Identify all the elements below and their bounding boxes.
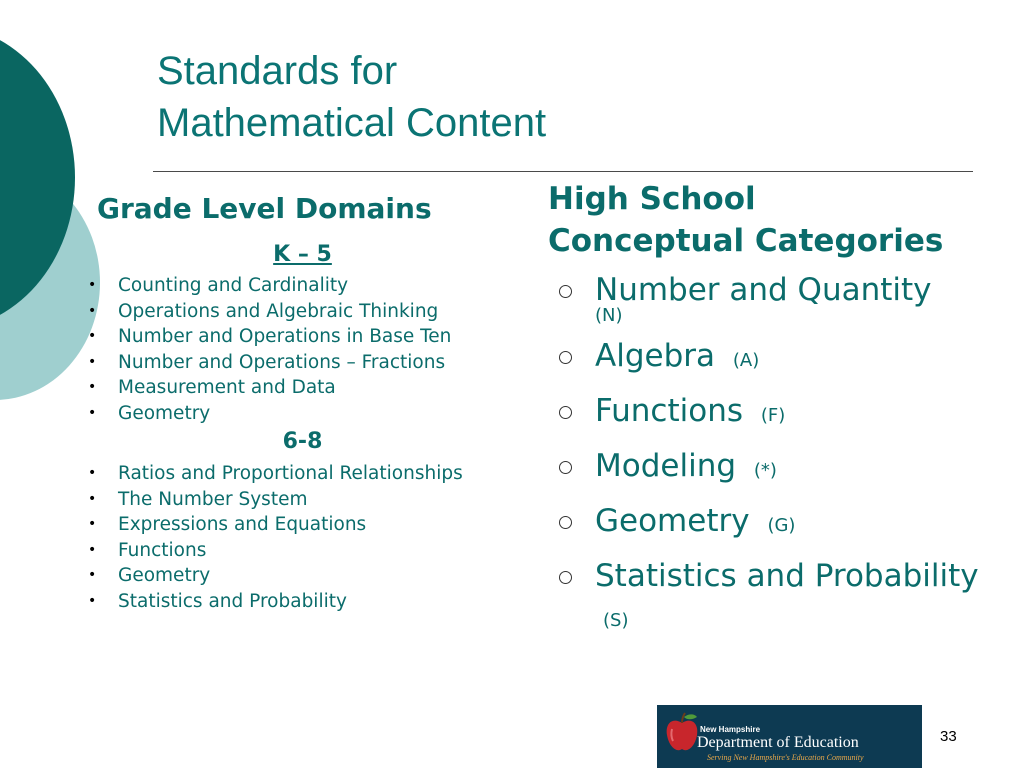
category-name: Number and Quantity [595,272,932,308]
g68-domain-list [88,461,463,615]
nh-department-of-education-logo [657,705,922,768]
list-item: • Expressions and Equations [88,512,463,538]
logo-state-text: New Hampshire [700,725,761,734]
category-item-number-and-quantity [555,270,995,326]
grade-level-domains-heading: Grade Level Domains [97,192,432,225]
category-item-statistics-and-probability [555,556,995,641]
list-item: • Ratios and Proportional Relationships [88,461,463,487]
category-code: (*) [753,460,777,481]
conceptual-category-list [555,270,995,651]
logo-tagline-text: Serving New Hampshire's Education Community [707,753,864,762]
logo-department-text: Department of Education [697,734,859,751]
grade-band-6-8-label: 6-8 [282,429,323,454]
list-item: • Measurement and Data [88,375,451,401]
title-divider [153,171,973,172]
slide-title-line-2: Mathematical Content [157,101,547,145]
high-school-categories-heading [548,178,943,262]
list-item: • Statistics and Probability [88,589,463,615]
category-code: (A) [732,350,760,371]
category-name: Statistics and Probability [595,558,979,594]
slide-page-number: 33 [940,728,957,745]
category-item-modeling [555,446,995,491]
k5-domain-list [88,273,451,427]
apple-icon [665,711,699,757]
grade-band-k5-label: K – 5 [273,242,332,267]
high-school-heading-line-2: Conceptual Categories [548,223,944,259]
category-item-functions [555,391,995,436]
category-name: Algebra [595,338,715,374]
circle-bullet-icon [559,285,572,298]
circle-bullet-icon [559,406,572,419]
category-code: (F) [760,405,786,426]
list-item: • Geometry [88,401,451,427]
list-item: • Number and Operations – Fractions [88,350,451,376]
category-code: (N) [595,305,623,326]
category-item-geometry [555,501,995,546]
category-name: Modeling [595,448,737,484]
category-code: (G) [767,515,796,536]
category-code: (S) [603,610,629,631]
list-item: • Geometry [88,563,463,589]
circle-bullet-icon [559,351,572,364]
list-item: • Counting and Cardinality [88,273,451,299]
circle-bullet-icon [559,571,572,584]
high-school-heading-line-1: High School [548,181,756,217]
list-item: • Operations and Algebraic Thinking [88,299,451,325]
slide-title [157,45,546,149]
category-item-algebra [555,336,995,381]
list-item: • Functions [88,538,463,564]
list-item: • Number and Operations in Base Ten [88,324,451,350]
category-name: Functions [595,393,744,429]
circle-bullet-icon [559,516,572,529]
circle-bullet-icon [559,461,572,474]
category-name: Geometry [595,503,750,539]
list-item: • The Number System [88,487,463,513]
slide-title-line-1: Standards for [157,49,398,93]
